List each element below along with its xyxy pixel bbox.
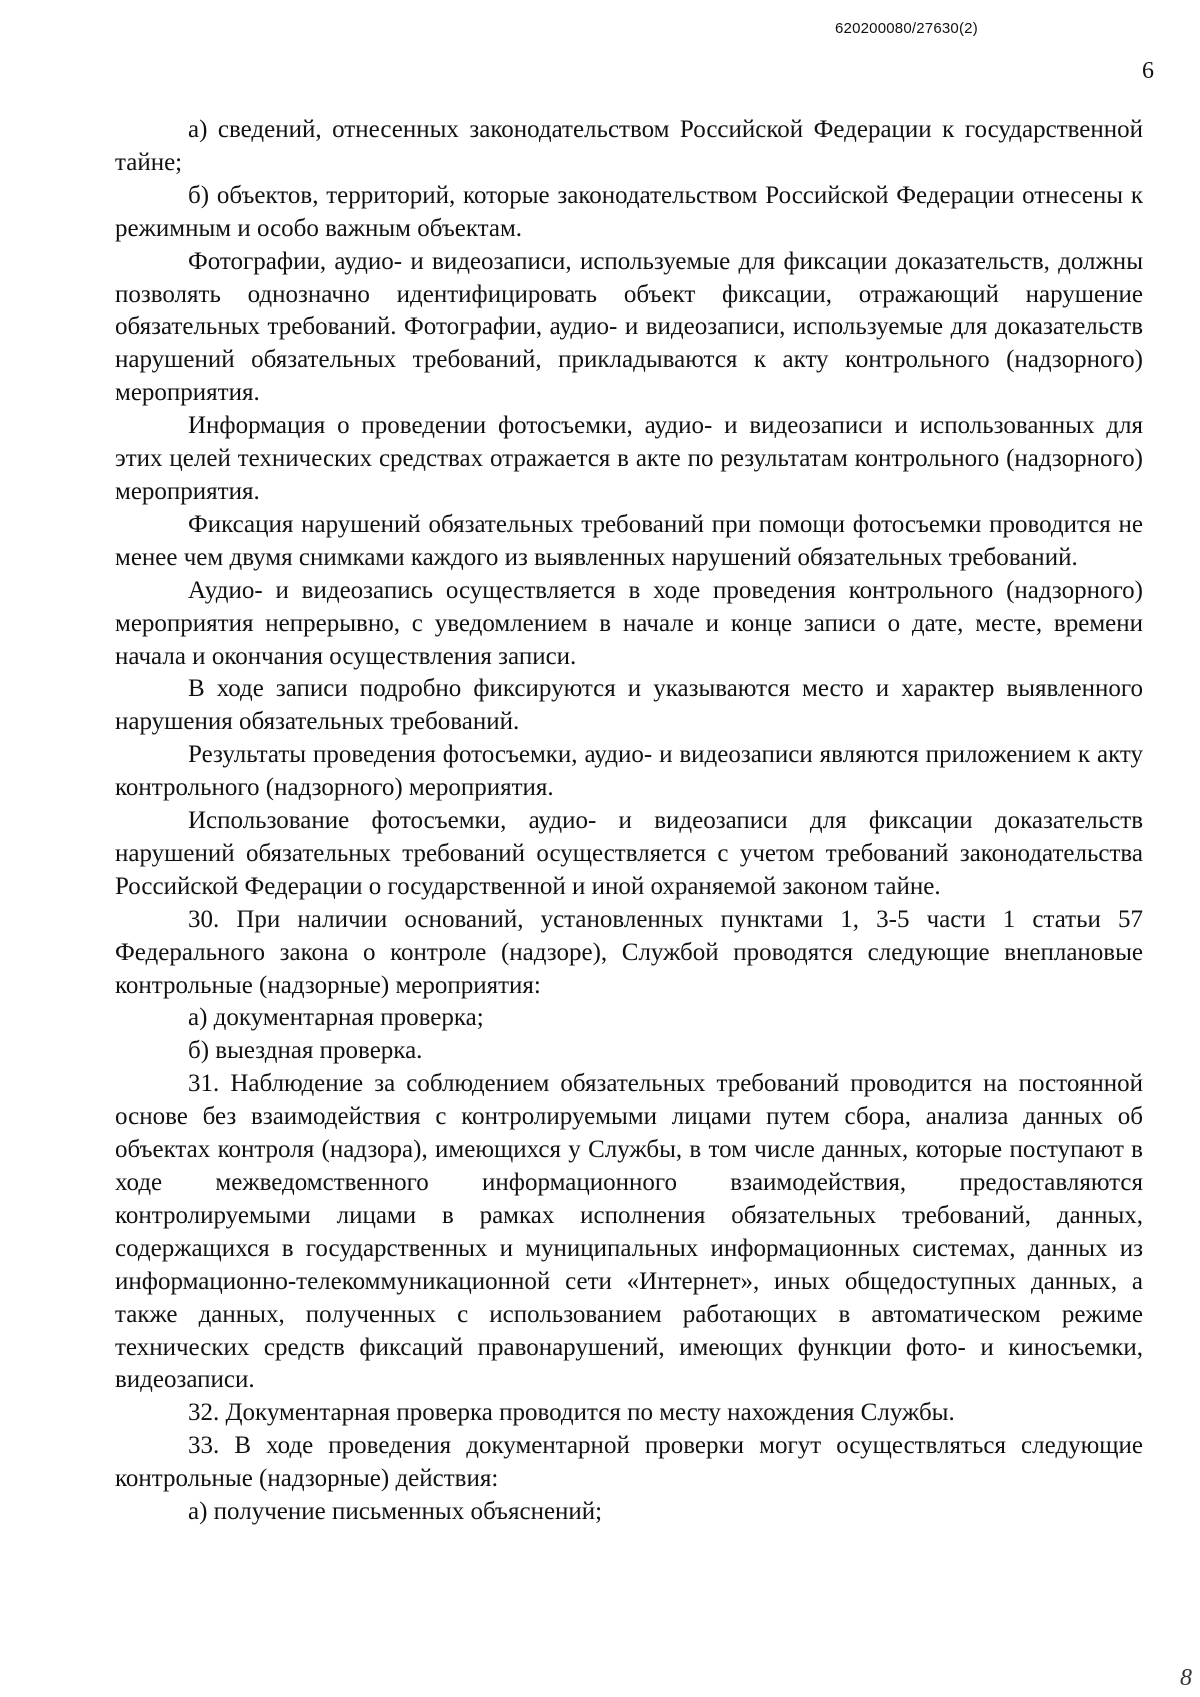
document-body — [115, 114, 1143, 1529]
paragraph-photo-requirements: Фотографии, аудио- и видеозаписи, используемые для фиксации доказательств, должны позволять однозначно идентифицировать объект фиксации, отражающий нарушение обязательных требований. Фотографии, аудио- и видеозаписи, используемые для доказательств нарушений обязательных требований, прикладываются к акту контрольного (надзорного) мероприятия. — [115, 247, 1143, 407]
paragraph-30-unscheduled-checks: 30. При наличии оснований, установленных пунктами 1, 3-5 части 1 статьи 57 Федерального закона о контроле (надзоре), Службой проводятся следующие внеплановые контрольные (надзорные) мероприятия: — [115, 905, 1143, 999]
paragraph-b-restricted-objects: б) объектов, территорий, которые законодательством Российской Федерации отнесены к режимным и особо важным объектам. — [115, 181, 1143, 242]
paragraph-audio-video-recording: Аудио- и видеозапись осуществляется в ходе проведения контрольного (надзорного) мероприятия непрерывно, с уведомлением в начале и конце записи о дате, месте, времени начала и окончания осуществления записи. — [115, 576, 1143, 670]
page-number: 6 — [1142, 58, 1154, 84]
margin-handwritten-mark: 8 — [1180, 1665, 1192, 1691]
paragraph-30-a-documentary: а) документарная проверка; — [188, 1004, 484, 1032]
paragraph-recording-usage: Использование фотосъемки, аудио- и видеозаписи для фиксации доказательств нарушений обязательных требований осуществляется с учетом требований законодательства Российской Федерации о государственной и иной охраняемой законом тайне. — [115, 807, 1143, 900]
paragraph-33-documentary-actions: 33. В ходе проведения документарной проверки могут осуществляться следующие контрольные (надзорные) действия: — [115, 1432, 1143, 1493]
paragraph-recording-results: Результаты проведения фотосъемки, аудио- и видеозаписи являются приложением к акту контрольного (надзорного) мероприятия. — [115, 741, 1143, 802]
paragraph-32-documentary-location: 32. Документарная проверка проводится по месту нахождения Службы. — [188, 1399, 955, 1427]
paragraph-recording-details: В ходе записи подробно фиксируются и указываются место и характер выявленного нарушения обязательных требований. — [115, 675, 1143, 736]
paragraph-photo-info-in-act: Информация о проведении фотосъемки, аудио- и видеозаписи и использованных для этих целей технических средствах отражается в акте по результатам контрольного (надзорного) мероприятия. — [115, 412, 1143, 505]
paragraph-31-observation: 31. Наблюдение за соблюдением обязательных требований проводится на постоянной основе без взаимодействия с контролируемыми лицами путем сбора, анализа данных об объектах контроля (надзора), имеющихся у Службы, в том числе данных, которые поступают в ходе межведомственного информационного взаимодействия, предоставляются контролируемыми лицами в рамках исполнения обязательных требований, данных, содержащихся в государственных и муниципальных информационных системах, данных из информационно-телекоммуникационной сети «Интернет», иных общедоступных данных, а также данных, полученных с использованием работающих в автоматическом режиме технических средств фиксаций правонарушений, имеющих функции фото- и киносъемки, видеозаписи. — [115, 1070, 1143, 1394]
paragraph-a-state-secret: а) сведений, отнесенных законодательством Российской Федерации к государственной тайне; — [115, 116, 1143, 176]
paragraph-30-b-onsite: б) выездная проверка. — [188, 1037, 423, 1065]
paragraph-photo-fixation: Фиксация нарушений обязательных требований при помощи фотосъемки проводится не менее чем двумя снимками каждого из выявленных нарушений обязательных требований. — [115, 510, 1143, 571]
paragraph-33-a-written-explanations: а) получение письменных объяснений; — [188, 1498, 603, 1526]
document-code: 620200080/27630(2) — [835, 20, 978, 37]
